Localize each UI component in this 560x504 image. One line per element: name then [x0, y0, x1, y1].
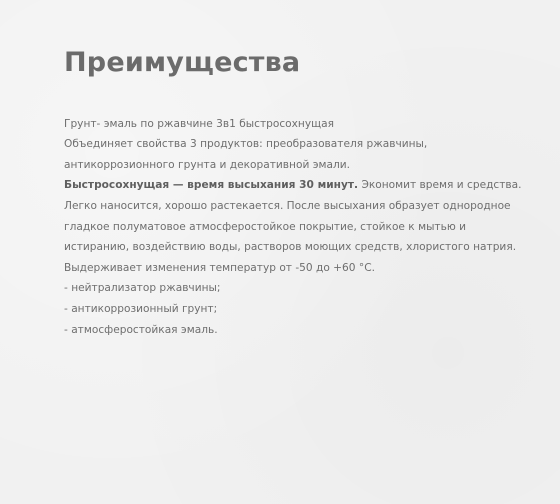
description-line: антикоррозионного грунта и декоративной эмали.: [64, 158, 351, 171]
section-heading: Преимущества: [64, 47, 301, 78]
list-item: - атмосферостойкая эмаль.: [64, 323, 218, 336]
temperature-line: Выдерживает изменения температур от -50 до +60 °С.: [64, 261, 375, 274]
list-item: - нейтрализатор ржавчины;: [64, 282, 221, 295]
drying-time-note: Экономит время и средства.: [358, 179, 522, 192]
description-line: истиранию, воздействию воды, растворов моющих средств, хлористого натрия.: [64, 241, 517, 254]
drying-time-line: [64, 175, 520, 196]
description-block: [64, 114, 520, 341]
description-line: Легко наносится, хорошо растекается. После высыхания образует однородное: [64, 200, 511, 213]
description-line: Грунт- эмаль по ржавчине 3в1 быстросохнущая: [64, 117, 334, 130]
drying-time-highlight: Быстросохнущая — время высыхания 30 минут.: [64, 179, 359, 192]
list-item: - антикоррозионный грунт;: [64, 303, 218, 316]
description-line: гладкое полуматовое атмосферостойкое покрытие, стойкое к мытью и: [64, 220, 467, 233]
description-line: Объединяет свойства 3 продуктов: преобразователя ржавчины,: [64, 138, 428, 151]
